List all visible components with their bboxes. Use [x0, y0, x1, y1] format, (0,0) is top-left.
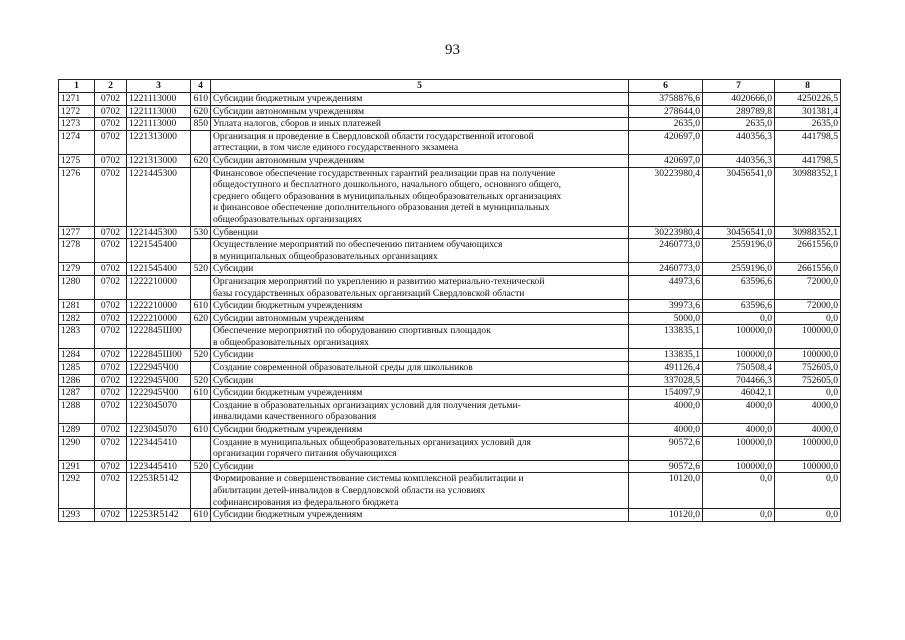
amount-cell-year-1: 4000,0	[629, 424, 703, 437]
item-name-line: среднего общего образования в муниципальных общеобразовательных организациях	[213, 190, 562, 202]
item-name-line: Субсидии бюджетным учреждениям	[213, 300, 363, 312]
target-code-cell: 1221445300	[127, 226, 191, 239]
target-code-cell: 1222210000	[127, 275, 191, 299]
section-code-cell: 0702	[95, 263, 127, 276]
table-row	[59, 399, 841, 423]
amount-cell-year-2: 63596,6	[703, 275, 775, 299]
amount-cell-year-3: 30988352,1	[775, 226, 841, 239]
header-cell: 6	[629, 80, 703, 93]
amount-cell-year-2: 750508,4	[703, 362, 775, 375]
table-body	[59, 93, 841, 522]
target-code-cell: 1222945Ч00	[127, 387, 191, 400]
amount-cell-year-1: 39973,6	[629, 300, 703, 313]
section-code-cell: 0702	[95, 374, 127, 387]
section-code-cell: 0702	[95, 362, 127, 375]
item-name-cell	[211, 239, 629, 263]
table-row	[59, 226, 841, 239]
item-name-line: Субсидии	[213, 263, 254, 275]
table-row	[59, 460, 841, 473]
table-row	[59, 349, 841, 362]
amount-cell-year-3: 72000,0	[775, 300, 841, 313]
target-code-cell: 12253R5142	[127, 509, 191, 522]
expense-type-cell: 520	[191, 349, 211, 362]
budget-table	[58, 79, 841, 522]
item-name-cell	[211, 130, 629, 154]
amount-cell-year-3: 2635,0	[775, 118, 841, 131]
item-name-line: аттестации, в том числе единого государственного экзамена	[213, 142, 459, 154]
amount-cell-year-1: 2460773,0	[629, 239, 703, 263]
amount-cell-year-1: 420697,0	[629, 130, 703, 154]
item-name-cell	[211, 399, 629, 423]
item-name-cell	[211, 509, 629, 522]
row-number-cell: 1276	[59, 167, 95, 226]
amount-cell-year-2: 46042,1	[703, 387, 775, 400]
section-code-cell: 0702	[95, 154, 127, 167]
row-number-cell: 1274	[59, 130, 95, 154]
expense-type-cell: 520	[191, 374, 211, 387]
target-code-cell: 1223445410	[127, 460, 191, 473]
item-name-line: Организация мероприятий по укреплению и развитию материально-технической	[213, 275, 545, 287]
amount-cell-year-3: 2661556,0	[775, 239, 841, 263]
amount-cell-year-1: 44973,6	[629, 275, 703, 299]
amount-cell-year-2: 2635,0	[703, 118, 775, 131]
row-number-cell: 1287	[59, 387, 95, 400]
row-number-cell: 1278	[59, 239, 95, 263]
amount-cell-year-2: 100000,0	[703, 349, 775, 362]
section-code-cell: 0702	[95, 239, 127, 263]
expense-type-cell: 520	[191, 460, 211, 473]
table-row	[59, 473, 841, 509]
amount-cell-year-2: 0,0	[703, 509, 775, 522]
table-row	[59, 239, 841, 263]
row-number-cell: 1271	[59, 93, 95, 106]
table-row	[59, 167, 841, 226]
expense-type-cell: 620	[191, 154, 211, 167]
amount-cell-year-2: 63596,6	[703, 300, 775, 313]
row-number-cell: 1291	[59, 460, 95, 473]
table-row	[59, 93, 841, 106]
table-row	[59, 275, 841, 299]
amount-cell-year-1: 491126,4	[629, 362, 703, 375]
item-name-cell	[211, 325, 629, 349]
row-number-cell: 1288	[59, 399, 95, 423]
item-name-cell	[211, 312, 629, 325]
target-code-cell: 1221113000	[127, 105, 191, 118]
item-name-line: организации горячего питания обучающихся	[213, 448, 397, 460]
item-name-line: Субсидии автономным учреждениям	[213, 105, 365, 117]
amount-cell-year-2: 2559196,0	[703, 263, 775, 276]
expense-type-cell: 850	[191, 118, 211, 131]
item-name-line: Обеспечение мероприятий по оборудованию спортивных площадок	[213, 325, 491, 337]
amount-cell-year-2: 100000,0	[703, 436, 775, 460]
amount-cell-year-2: 2559196,0	[703, 239, 775, 263]
target-code-cell: 1221445300	[127, 167, 191, 226]
amount-cell-year-1: 90572,6	[629, 460, 703, 473]
amount-cell-year-2: 440356,3	[703, 130, 775, 154]
expense-type-cell: 610	[191, 300, 211, 313]
target-code-cell: 1222210000	[127, 300, 191, 313]
item-name-cell	[211, 374, 629, 387]
item-name-line: Организация и проведение в Свердловской области государственной итоговой	[213, 130, 534, 142]
target-code-cell: 1221313000	[127, 130, 191, 154]
table-row	[59, 362, 841, 375]
amount-cell-year-2: 289789,8	[703, 105, 775, 118]
amount-cell-year-2: 704466,3	[703, 374, 775, 387]
section-code-cell: 0702	[95, 424, 127, 437]
expense-type-cell	[191, 362, 211, 375]
amount-cell-year-3: 100000,0	[775, 436, 841, 460]
item-name-line: Субсидии автономным учреждениям	[213, 312, 365, 324]
item-name-line: в муниципальных общеобразовательных организациях	[213, 250, 438, 262]
item-name-cell	[211, 436, 629, 460]
item-name-line: общеобразовательных организациях	[213, 213, 362, 225]
expense-type-cell: 610	[191, 93, 211, 106]
section-code-cell: 0702	[95, 93, 127, 106]
item-name-cell	[211, 349, 629, 362]
section-code-cell: 0702	[95, 312, 127, 325]
amount-cell-year-3: 0,0	[775, 509, 841, 522]
amount-cell-year-3: 30988352,1	[775, 167, 841, 226]
item-name-line: Формирование и совершенствование системы комплексной реабилитации и	[213, 473, 524, 485]
expense-type-cell: 610	[191, 387, 211, 400]
target-code-cell: 1223445410	[127, 436, 191, 460]
target-code-cell: 12253R5142	[127, 473, 191, 509]
row-number-cell: 1277	[59, 226, 95, 239]
section-code-cell: 0702	[95, 105, 127, 118]
item-name-line: Субсидии бюджетным учреждениям	[213, 424, 363, 436]
item-name-cell	[211, 263, 629, 276]
expense-type-cell: 620	[191, 105, 211, 118]
amount-cell-year-1: 133835,1	[629, 325, 703, 349]
amount-cell-year-1: 30223980,4	[629, 226, 703, 239]
header-cell: 7	[703, 80, 775, 93]
item-name-line: Субсидии бюджетным учреждениям	[213, 509, 363, 521]
section-code-cell: 0702	[95, 118, 127, 131]
item-name-line: и финансовое обеспечение дополнительного образования детей в муниципальных	[213, 202, 550, 214]
table-header-row	[59, 80, 841, 93]
amount-cell-year-1: 154097,9	[629, 387, 703, 400]
item-name-line: общедоступного и бесплатного дошкольного, начального общего, основного общего,	[213, 179, 562, 191]
section-code-cell: 0702	[95, 399, 127, 423]
header-cell: 5	[211, 80, 629, 93]
section-code-cell: 0702	[95, 167, 127, 226]
amount-cell-year-3: 301381,4	[775, 105, 841, 118]
table-row	[59, 105, 841, 118]
amount-cell-year-3: 100000,0	[775, 460, 841, 473]
section-code-cell: 0702	[95, 436, 127, 460]
amount-cell-year-1: 2635,0	[629, 118, 703, 131]
item-name-cell	[211, 167, 629, 226]
amount-cell-year-1: 10120,0	[629, 509, 703, 522]
section-code-cell: 0702	[95, 387, 127, 400]
amount-cell-year-1: 278644,0	[629, 105, 703, 118]
table-row	[59, 312, 841, 325]
header-cell: 3	[127, 80, 191, 93]
item-name-line: Субсидии бюджетным учреждениям	[213, 93, 363, 104]
item-name-line: Уплата налогов, сборов и иных платежей	[213, 118, 382, 130]
amount-cell-year-3: 2661556,0	[775, 263, 841, 276]
row-number-cell: 1282	[59, 312, 95, 325]
item-name-cell	[211, 154, 629, 167]
expense-type-cell	[191, 325, 211, 349]
amount-cell-year-3: 0,0	[775, 387, 841, 400]
target-code-cell: 1221313000	[127, 154, 191, 167]
item-name-line: Осуществление мероприятий по обеспечению питанием обучающихся	[213, 239, 503, 251]
page-number: 93	[445, 42, 460, 58]
item-name-line: Субсидии бюджетным учреждениям	[213, 387, 363, 399]
row-number-cell: 1286	[59, 374, 95, 387]
amount-cell-year-2: 4000,0	[703, 399, 775, 423]
section-code-cell: 0702	[95, 473, 127, 509]
row-number-cell: 1275	[59, 154, 95, 167]
expense-type-cell	[191, 436, 211, 460]
section-code-cell: 0702	[95, 509, 127, 522]
amount-cell-year-3: 0,0	[775, 473, 841, 509]
expense-type-cell	[191, 167, 211, 226]
section-code-cell: 0702	[95, 130, 127, 154]
target-code-cell: 1223045070	[127, 424, 191, 437]
item-name-line: Субвенции	[213, 226, 258, 238]
amount-cell-year-1: 2460773,0	[629, 263, 703, 276]
expense-type-cell: 530	[191, 226, 211, 239]
item-name-cell	[211, 118, 629, 131]
item-name-cell	[211, 300, 629, 313]
item-name-line: софинансирования из федерального бюджета	[213, 496, 399, 508]
table-row	[59, 436, 841, 460]
row-number-cell: 1273	[59, 118, 95, 131]
amount-cell-year-2: 4000,0	[703, 424, 775, 437]
amount-cell-year-1: 4000,0	[629, 399, 703, 423]
item-name-line: базы государственных образовательных организаций Свердловской области	[213, 287, 525, 299]
item-name-cell	[211, 362, 629, 375]
table-row	[59, 130, 841, 154]
amount-cell-year-2: 0,0	[703, 312, 775, 325]
table-row	[59, 118, 841, 131]
table-row	[59, 387, 841, 400]
table-row	[59, 424, 841, 437]
item-name-line: Создание современной образовательной среды для школьников	[213, 362, 473, 374]
item-name-cell	[211, 473, 629, 509]
amount-cell-year-1: 420697,0	[629, 154, 703, 167]
target-code-cell: 1221545400	[127, 239, 191, 263]
item-name-cell	[211, 93, 629, 106]
table-row	[59, 154, 841, 167]
target-code-cell: 1223045070	[127, 399, 191, 423]
item-name-line: Субсидии	[213, 349, 254, 361]
table-row	[59, 325, 841, 349]
section-code-cell: 0702	[95, 325, 127, 349]
amount-cell-year-2: 30456541,0	[703, 226, 775, 239]
row-number-cell: 1290	[59, 436, 95, 460]
item-name-line: Создание в муниципальных общеобразовательных организациях условий для	[213, 436, 531, 448]
amount-cell-year-1: 3758876,6	[629, 93, 703, 106]
table-row	[59, 300, 841, 313]
target-code-cell: 1221545400	[127, 263, 191, 276]
amount-cell-year-2: 0,0	[703, 473, 775, 509]
amount-cell-year-3: 4000,0	[775, 424, 841, 437]
amount-cell-year-3: 441798,5	[775, 154, 841, 167]
amount-cell-year-3: 752605,0	[775, 362, 841, 375]
amount-cell-year-1: 10120,0	[629, 473, 703, 509]
item-name-cell	[211, 105, 629, 118]
row-number-cell: 1289	[59, 424, 95, 437]
target-code-cell: 1221113000	[127, 118, 191, 131]
row-number-cell: 1284	[59, 349, 95, 362]
expense-type-cell: 610	[191, 424, 211, 437]
expense-type-cell: 610	[191, 509, 211, 522]
target-code-cell: 1222945Ч00	[127, 362, 191, 375]
item-name-line: инвалидами качественного образования	[213, 411, 377, 423]
expense-type-cell	[191, 130, 211, 154]
expense-type-cell	[191, 473, 211, 509]
amount-cell-year-1: 5000,0	[629, 312, 703, 325]
amount-cell-year-3: 752605,0	[775, 374, 841, 387]
amount-cell-year-3: 100000,0	[775, 325, 841, 349]
item-name-line: абилитации детей-инвалидов в Свердловской области на условиях	[213, 485, 486, 496]
expense-type-cell: 620	[191, 312, 211, 325]
amount-cell-year-1: 337028,5	[629, 374, 703, 387]
amount-cell-year-2: 440356,3	[703, 154, 775, 167]
header-cell: 8	[775, 80, 841, 93]
row-number-cell: 1283	[59, 325, 95, 349]
header-cell: 2	[95, 80, 127, 93]
amount-cell-year-2: 100000,0	[703, 325, 775, 349]
item-name-cell	[211, 226, 629, 239]
item-name-line: в общеобразовательных организациях	[213, 336, 369, 348]
item-name-line: Создание в образовательных организациях условий для получения детьми-	[213, 399, 521, 411]
item-name-line: Субсидии	[213, 374, 254, 386]
item-name-cell	[211, 424, 629, 437]
section-code-cell: 0702	[95, 460, 127, 473]
expense-type-cell	[191, 239, 211, 263]
section-code-cell: 0702	[95, 275, 127, 299]
section-code-cell: 0702	[95, 300, 127, 313]
amount-cell-year-3: 4000,0	[775, 399, 841, 423]
item-name-line: Субсидии	[213, 460, 254, 472]
amount-cell-year-2: 4020666,0	[703, 93, 775, 106]
target-code-cell: 1222845Ш00	[127, 325, 191, 349]
amount-cell-year-3: 4250226,5	[775, 93, 841, 106]
item-name-line: Финансовое обеспечение государственных гарантий реализации прав на получение	[213, 167, 556, 179]
amount-cell-year-3: 441798,5	[775, 130, 841, 154]
target-code-cell: 1222210000	[127, 312, 191, 325]
expense-type-cell	[191, 275, 211, 299]
item-name-line: Субсидии автономным учреждениям	[213, 154, 365, 166]
item-name-cell	[211, 460, 629, 473]
target-code-cell: 1222945Ч00	[127, 374, 191, 387]
amount-cell-year-3: 0,0	[775, 312, 841, 325]
table-row	[59, 374, 841, 387]
table-row	[59, 263, 841, 276]
expense-type-cell: 520	[191, 263, 211, 276]
row-number-cell: 1281	[59, 300, 95, 313]
target-code-cell: 1222845Ш00	[127, 349, 191, 362]
amount-cell-year-1: 133835,1	[629, 349, 703, 362]
amount-cell-year-2: 30456541,0	[703, 167, 775, 226]
row-number-cell: 1272	[59, 105, 95, 118]
amount-cell-year-2: 100000,0	[703, 460, 775, 473]
header-cell: 1	[59, 80, 95, 93]
row-number-cell: 1292	[59, 473, 95, 509]
item-name-cell	[211, 387, 629, 400]
amount-cell-year-3: 100000,0	[775, 349, 841, 362]
amount-cell-year-1: 90572,6	[629, 436, 703, 460]
row-number-cell: 1293	[59, 509, 95, 522]
target-code-cell: 1221113000	[127, 93, 191, 106]
table-row	[59, 509, 841, 522]
expense-type-cell	[191, 399, 211, 423]
row-number-cell: 1280	[59, 275, 95, 299]
amount-cell-year-3: 72000,0	[775, 275, 841, 299]
row-number-cell: 1285	[59, 362, 95, 375]
section-code-cell: 0702	[95, 349, 127, 362]
item-name-cell	[211, 275, 629, 299]
section-code-cell: 0702	[95, 226, 127, 239]
row-number-cell: 1279	[59, 263, 95, 276]
header-cell: 4	[191, 80, 211, 93]
amount-cell-year-1: 30223980,4	[629, 167, 703, 226]
